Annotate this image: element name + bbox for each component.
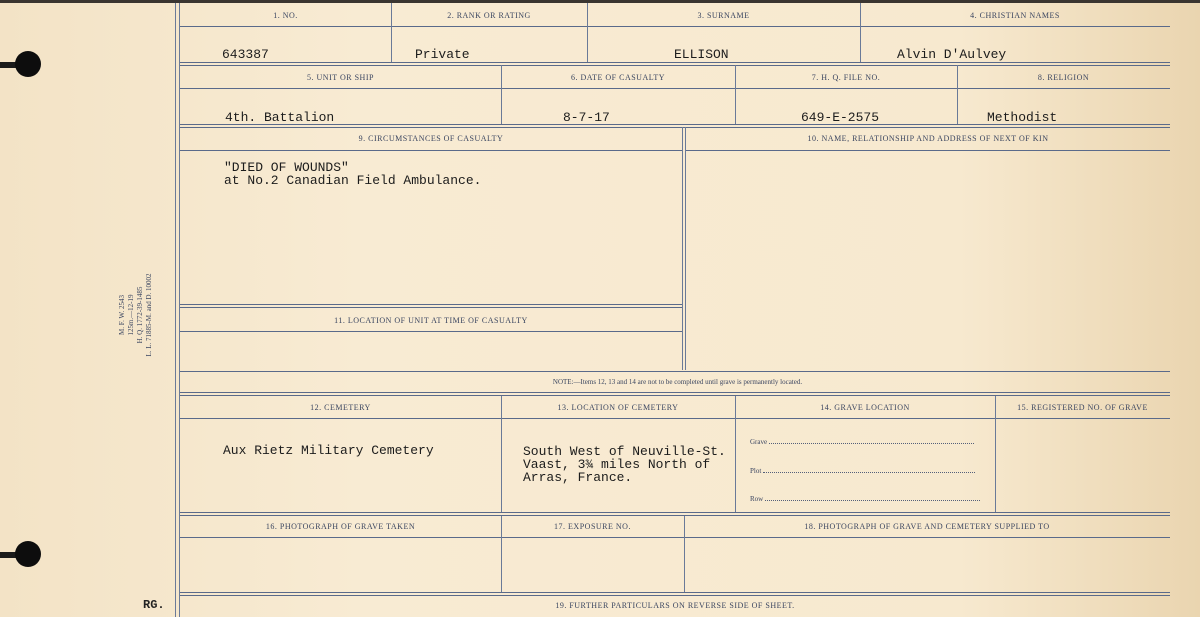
form-code: H. Q. 1772-39-1485	[136, 286, 144, 344]
value-location-line1: South West of Neuville-St.	[523, 444, 726, 459]
label-location-of-unit: 11. LOCATION OF UNIT AT TIME OF CASUALTY	[334, 316, 528, 325]
rule	[180, 592, 1170, 593]
form-code: 125m.—12-19	[127, 294, 135, 336]
form-code: M. F. W. 2543	[118, 295, 126, 335]
rule	[180, 62, 1170, 63]
rule	[180, 537, 1170, 538]
label-photo-taken: 16. PHOTOGRAPH OF GRAVE TAKEN	[265, 522, 416, 531]
rule	[686, 150, 1170, 151]
label-religion: 8. RELIGION	[1037, 73, 1090, 82]
rule	[180, 26, 1170, 27]
value-christian-names: Alvin D'Aulvey	[897, 47, 1007, 62]
plot-label: Plot	[750, 467, 762, 475]
value-circumstances-line2: at No.2 Canadian Field Ambulance.	[224, 173, 482, 188]
col-divider	[682, 127, 683, 370]
label-date-of-casualty: 6. DATE OF CASUALTY	[570, 73, 666, 82]
label-hq-file-no: 7. H. Q. FILE NO.	[811, 73, 881, 82]
grave-line	[750, 438, 974, 446]
value-location-line2: Vaast, 3¾ miles North of	[523, 457, 711, 472]
row-label: Row	[750, 495, 764, 503]
rule	[180, 418, 1170, 419]
punch-hole-top	[15, 51, 41, 77]
grave-label: Grave	[750, 438, 768, 446]
value-date-of-casualty: 8-7-17	[563, 110, 610, 125]
label-exposure-no: 17. EXPOSURE NO.	[554, 522, 631, 531]
margin-mark: RG.	[143, 598, 165, 612]
col-divider	[501, 396, 502, 512]
col-divider	[685, 127, 686, 370]
rule	[180, 88, 1170, 89]
plot-line	[750, 467, 975, 475]
label-no: 1. NO.	[273, 11, 298, 20]
rule	[180, 392, 1170, 393]
form-codes	[118, 260, 154, 370]
label-further-particulars: 19. FURTHER PARTICULARS ON REVERSE SIDE OF SHEET.	[555, 601, 795, 610]
value-rank: Private	[415, 47, 470, 62]
value-location-line3: Arras, France.	[523, 470, 633, 485]
value-surname: ELLISON	[674, 47, 729, 62]
rule	[180, 371, 1170, 372]
value-religion: Methodist	[987, 110, 1058, 125]
col-divider	[735, 396, 736, 512]
label-unit: 5. UNIT OR SHIP	[307, 73, 374, 82]
margin-line	[175, 3, 176, 617]
label-circumstances: 9. CIRCUMSTANCES OF CASUALTY	[358, 134, 504, 143]
label-surname: 3. SURNAME	[697, 11, 750, 20]
label-cemetery: 12. CEMETERY	[310, 403, 371, 412]
rule	[180, 331, 682, 332]
label-photo-supplied-to: 18. PHOTOGRAPH OF GRAVE AND CEMETERY SUPPLIED TO	[804, 522, 1050, 531]
col-divider	[995, 396, 996, 512]
label-registered-no: 15. REGISTERED NO. OF GRAVE	[1017, 403, 1148, 412]
rule	[180, 304, 682, 305]
row-line	[750, 495, 980, 503]
label-christian-names: 4. CHRISTIAN NAMES	[970, 11, 1060, 20]
note-text: NOTE:—Items 12, 13 and 14 are not to be completed until grave is permanently located.	[552, 378, 803, 386]
value-circumstances-line1: "DIED OF WOUNDS"	[224, 160, 349, 175]
value-hq-file-no: 649-E-2575	[801, 110, 880, 125]
label-grave-location: 14. GRAVE LOCATION	[820, 403, 910, 412]
form-code: L. L. 71885-M. and D. 10002	[145, 273, 153, 357]
label-next-of-kin: 10. NAME, RELATIONSHIP AND ADDRESS OF NEXT OF KIN	[807, 134, 1049, 143]
value-cemetery: Aux Rietz Military Cemetery	[223, 443, 434, 458]
scan-edge	[0, 0, 1200, 3]
value-unit: 4th. Battalion	[225, 110, 335, 125]
rule	[180, 150, 682, 151]
rule	[180, 512, 1170, 513]
punch-hole-bottom	[15, 541, 41, 567]
label-location-of-cemetery: 13. LOCATION OF CEMETERY	[557, 403, 679, 412]
value-no: 643387	[222, 47, 269, 62]
label-rank: 2. RANK OR RATING	[447, 11, 531, 20]
